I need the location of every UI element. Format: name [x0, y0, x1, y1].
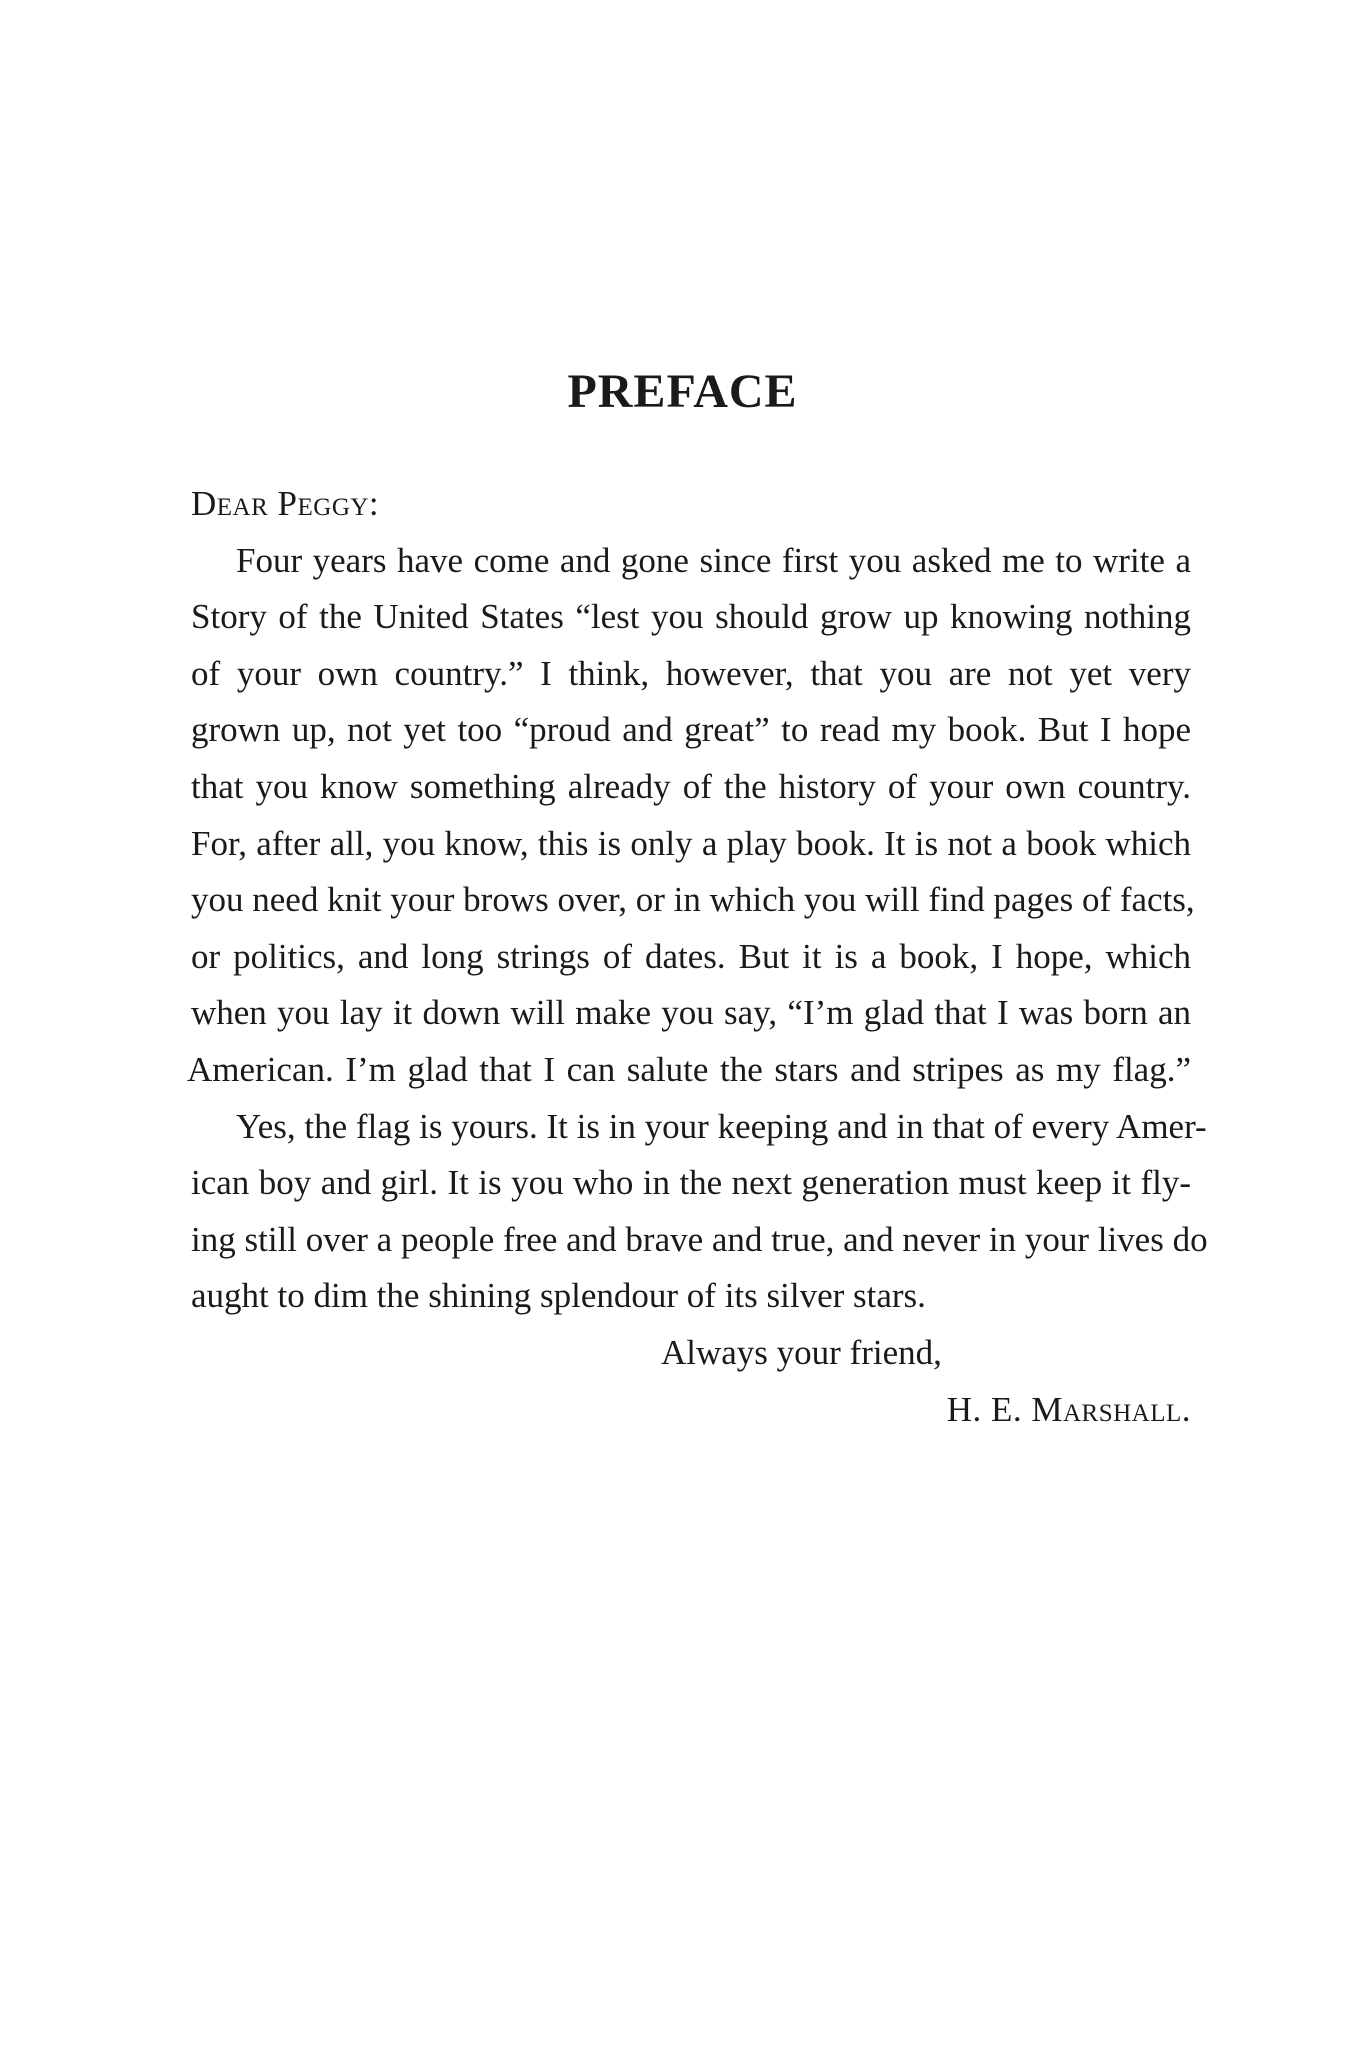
- paragraph-1-line-10: American. I’m glad that I can salute the stars and stripes as my flag.”: [187, 1049, 1191, 1089]
- paragraph-2-line-2: ican boy and girl. It is you who in the next generation must keep it fly-: [191, 1163, 1191, 1203]
- paragraph-1-line-1: Four years have come and gone since first you asked me to write a: [236, 540, 1191, 580]
- paragraph-1-line-8: or politics, and long strings of dates. But it is a book, I hope, which: [191, 936, 1191, 976]
- paragraph-2-line-3: ing still over a people free and brave and true, and never in your lives do: [191, 1219, 1208, 1259]
- paragraph-2-line-1: Yes, the flag is yours. It is in your keeping and in that of every Amer-: [236, 1106, 1207, 1146]
- paragraph-1-line-6: For, after all, you know, this is only a play book. It is not a book which: [191, 823, 1191, 863]
- paragraph-1-line-5: that you know something already of the history of your own country.: [191, 766, 1191, 806]
- salutation: Dear Peggy:: [191, 484, 380, 523]
- paragraph-2-line-4: aught to dim the shining splendour of its silver stars.: [191, 1276, 926, 1316]
- paragraph-1-line-4: grown up, not yet too “proud and great” to read my book. But I hope: [191, 710, 1191, 750]
- page-title: PREFACE: [567, 365, 798, 418]
- author-signature: H. E. Marshall.: [946, 1389, 1191, 1429]
- paragraph-1-line-9: when you lay it down will make you say, “I’m glad that I was born an: [191, 993, 1191, 1033]
- paragraph-1-line-2: Story of the United States “lest you should grow up knowing nothing: [191, 597, 1191, 637]
- letter-closing: Always your friend,: [661, 1332, 942, 1372]
- preface-text: [187, 476, 1208, 1438]
- paragraph-1-line-3: of your own country.” I think, however, that you are not yet very: [191, 653, 1191, 693]
- paragraph-1-line-7: you need knit your brows over, or in which you will find pages of facts,: [191, 880, 1195, 920]
